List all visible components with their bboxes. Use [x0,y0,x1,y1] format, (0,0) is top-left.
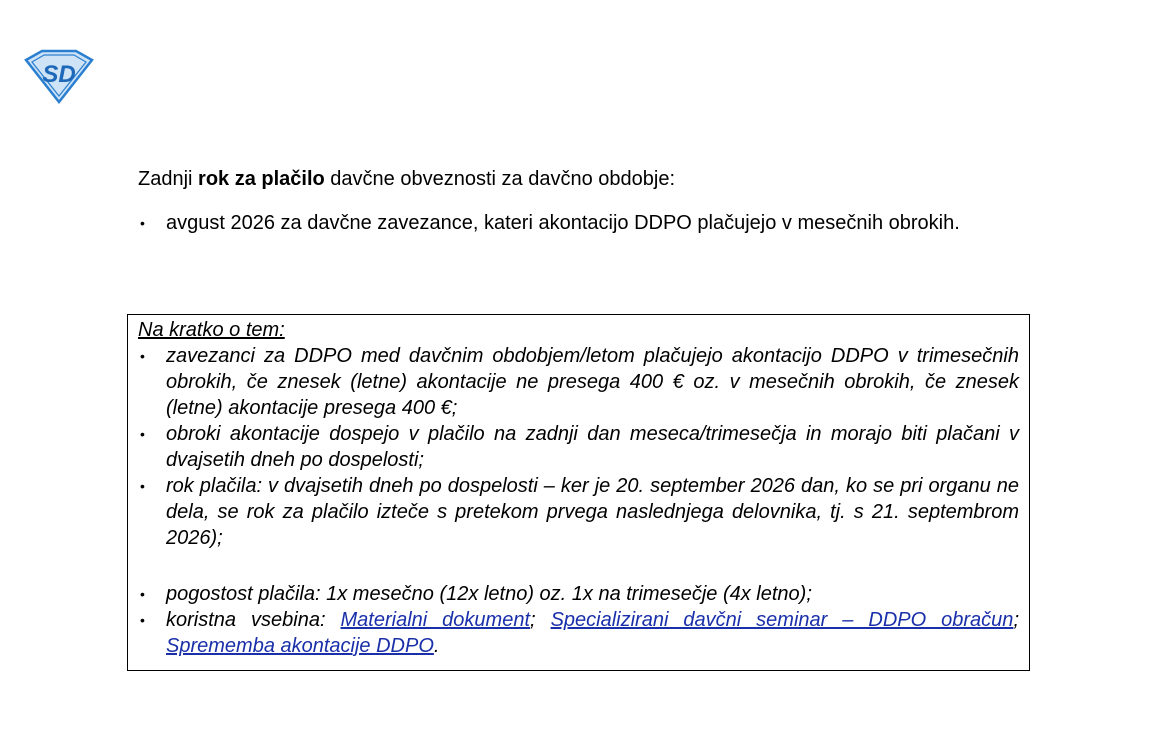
list-item-useful: • koristna vsebina: Materialni dokument; Specializirani davčni seminar – DDPO obračun; Sprememba akontacije DDPO. [140,609,1019,657]
bullet-icon: • [140,478,145,494]
bullet-icon: • [140,348,145,364]
bullet-icon: • [140,426,145,442]
link-materialni-dokument[interactable]: Materialni dokument [340,609,531,631]
summary-heading: Na kratko o tem: [138,319,285,341]
logo-text: SD [42,61,76,88]
sd-shield-logo-icon [22,48,96,104]
intro-list [138,204,1022,243]
intro-lead: Zadnji rok za plačilo davčne obveznosti za davčno obdobje: [138,168,675,190]
bullet-icon: • [140,612,145,628]
intro-lead-bold: rok za plačilo [198,168,325,190]
bullet-icon: • [140,586,145,602]
list-item: • avgust 2026 za davčne zavezance, kateri akontacijo DDPO plačujejo v mesečnih obrokih. [138,204,1022,243]
summary-box [127,314,1030,671]
link-sprememba-akontacije[interactable]: Sprememba akontacije DDPO [166,635,434,657]
summary-list [138,343,1019,659]
intro-section [138,164,1022,243]
list-item: • pogostost plačila: 1x mesečno (12x letno) oz. 1x na trimesečje (4x letno); [140,583,812,605]
list-item: • zavezanci za DDPO med davčnim obdobjem/letom plačujejo akontacijo DDPO v trimesečnih obrokih, če znesek (letne) akontacije ne presega 400 € oz. v mesečnih obrokih, če znesek (letne) akontacije presega 400 €; [140,345,1019,419]
list-item: • obroki akontacije dospejo v plačilo na zadnji dan meseca/trimesečja in morajo biti plačani v dvajsetih dneh po dospelosti; [140,423,1019,471]
list-spacer [138,551,1019,581]
list-item: • rok plačila: v dvajsetih dneh po dospelosti – ker je 20. september 2026 dan, ko se pri organu ne dela, se rok za plačilo izteče s pretekom prvega naslednjega delovnika, tj. s 21. septembrom 2026); [140,475,1019,549]
bullet-icon: • [140,215,145,231]
link-ddpo-seminar[interactable]: Specializirani davčni seminar – DDPO obračun [550,609,1014,631]
